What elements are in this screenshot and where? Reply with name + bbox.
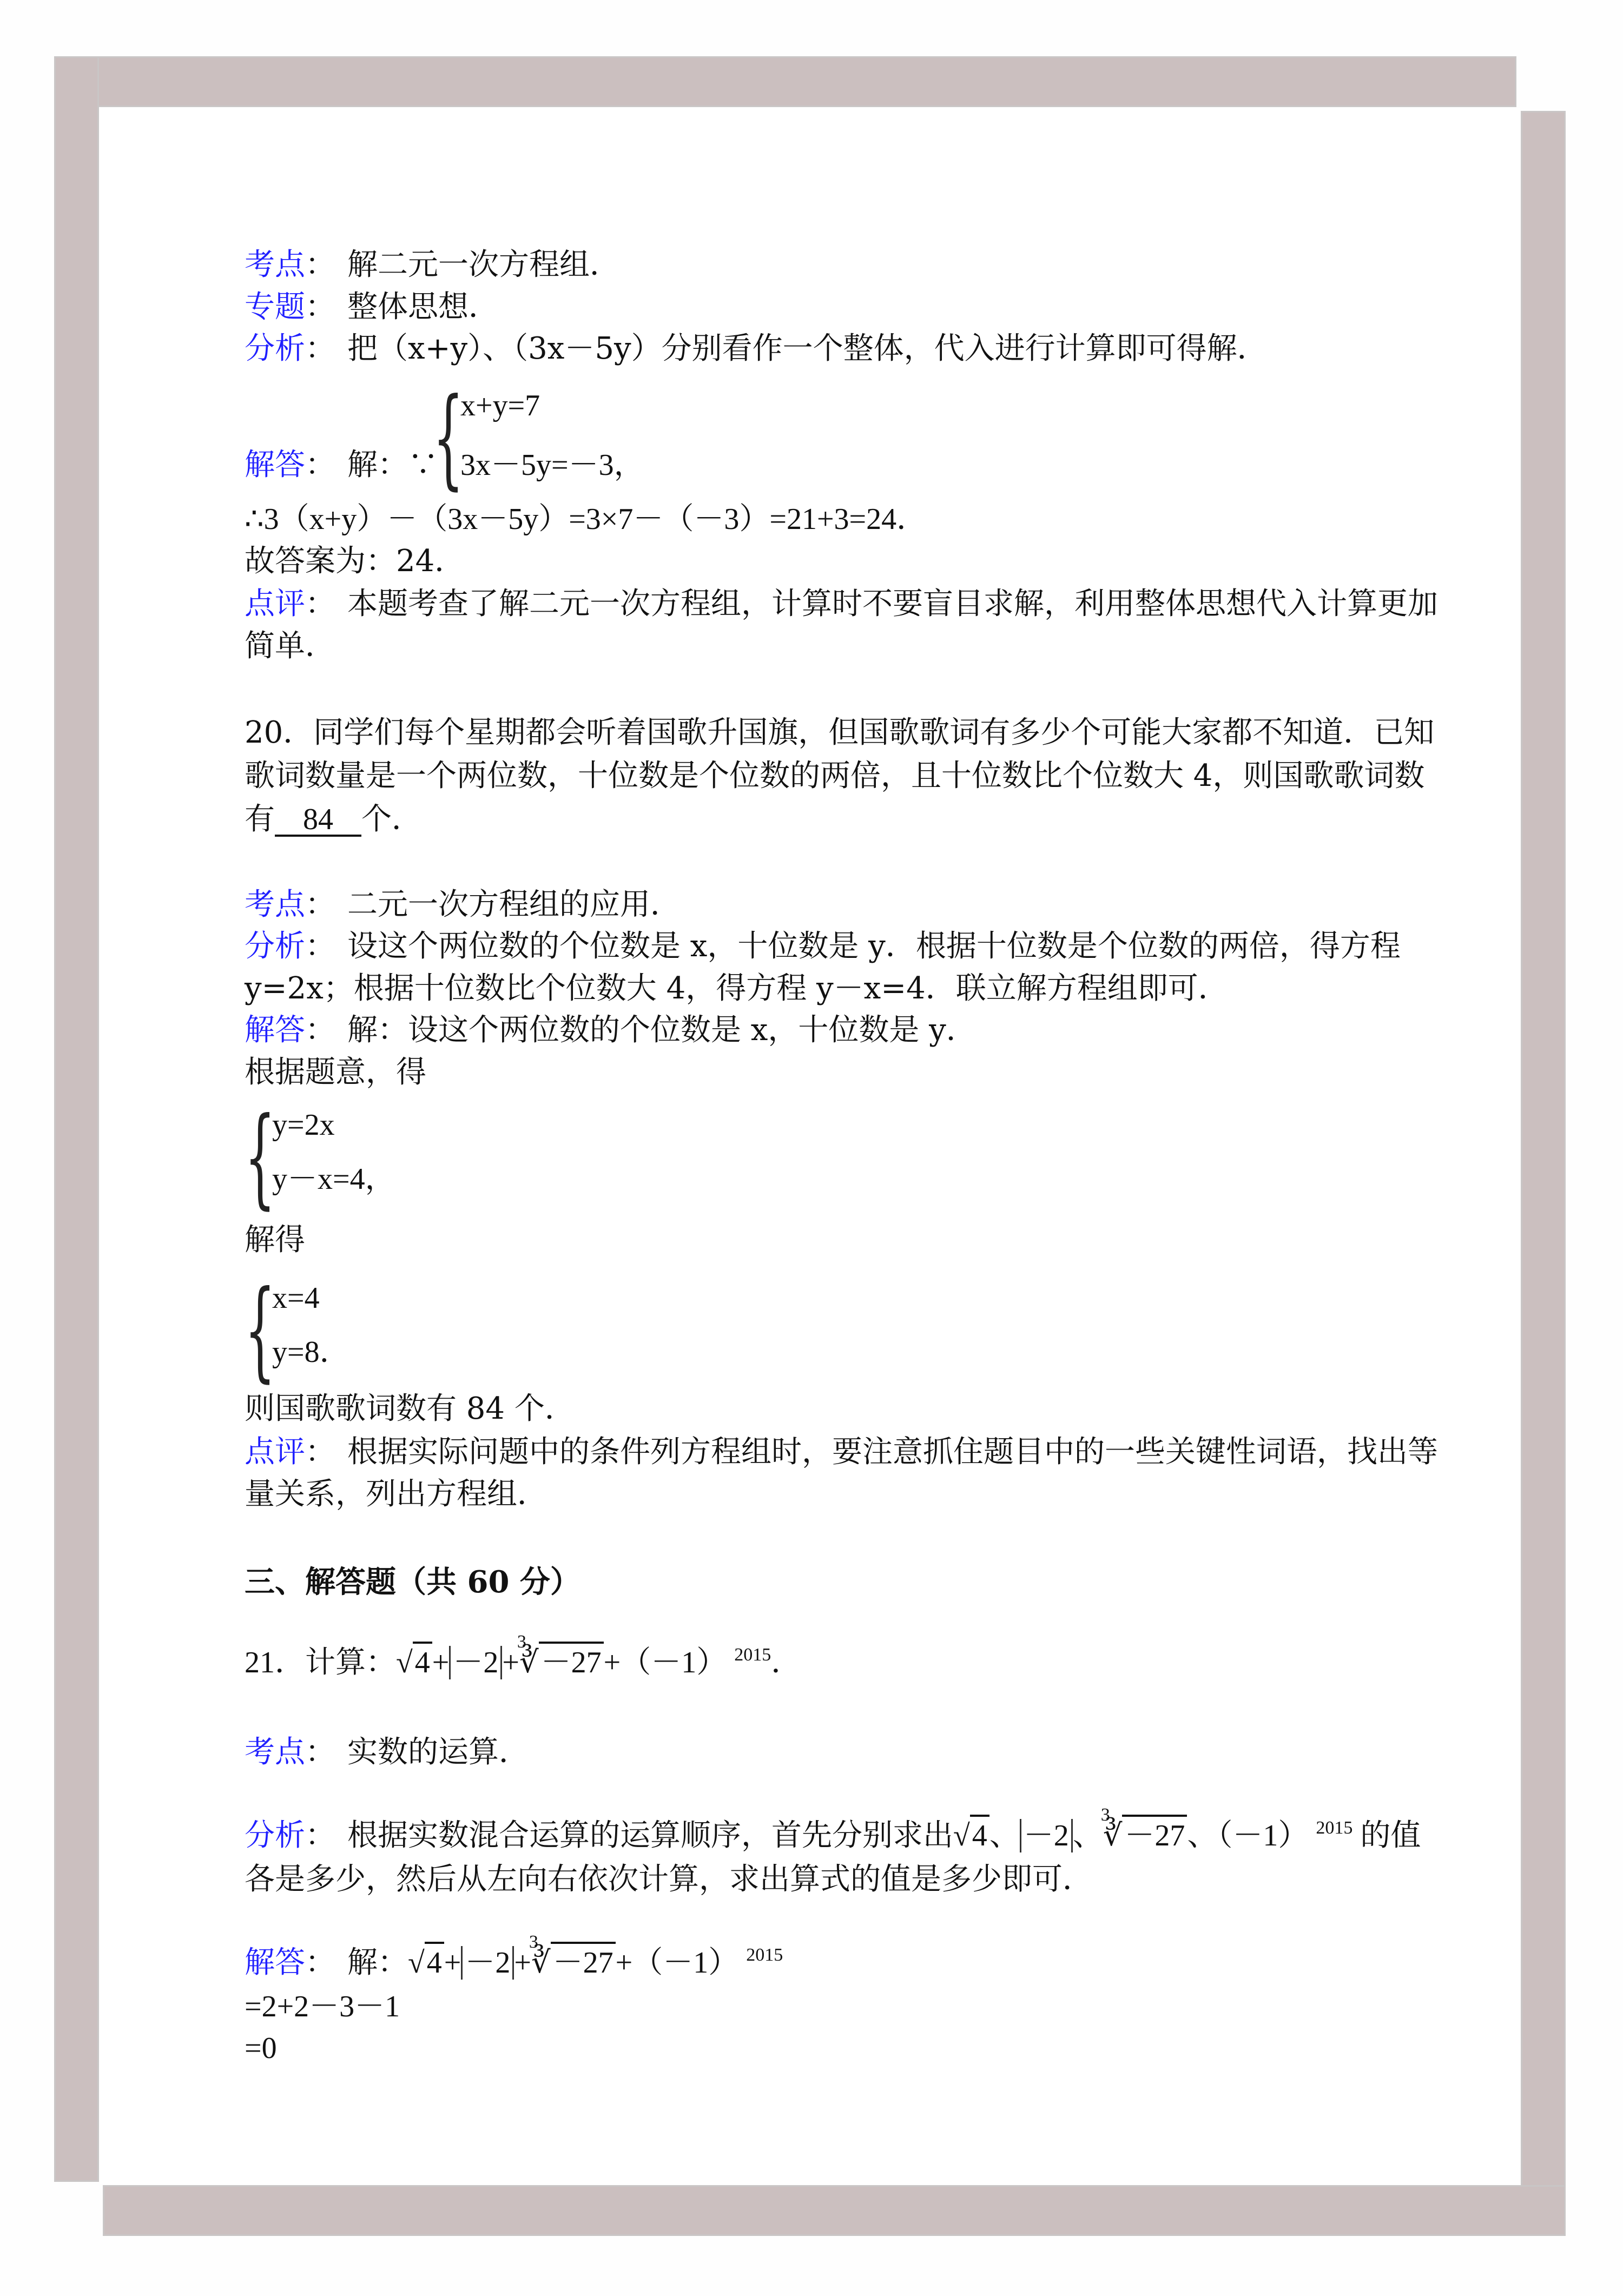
q21-jieda: 解答： 解：√4+ －2 + 3 ∛－27+（－1） $^{2015}$ (245, 1936, 783, 1982)
jieda-label: 解答 (245, 1945, 305, 1980)
dianping-label: 点评 (245, 1434, 305, 1470)
q20-equation-system-2 (245, 1267, 350, 1393)
kaodian-label: 考点 (245, 887, 305, 922)
kaodian-label: 考点 (245, 1735, 305, 1770)
cube-root: 3 ∛－27 (519, 1642, 604, 1682)
equation-2: 3x－5y=－3， (460, 448, 644, 482)
fenxi-label: 分析 (245, 1818, 305, 1853)
solution-y: y=8． (272, 1335, 350, 1369)
fenxi-label: 分析 (245, 929, 305, 964)
frame-right-bar (1521, 111, 1566, 2236)
dianping-text: 本题考查了解二元一次方程组，计算时不要盲目求解，利用整体思想代入计算更加 (347, 586, 1438, 621)
q19-fenxi: 分析： 把（x+y）、（3x－5y）分别看作一个整体，代入进行计算即可得解． (245, 331, 1268, 366)
zhuanti-text: 整体思想． (347, 289, 499, 325)
q20-solve-label: 解得 (245, 1222, 305, 1258)
q20-fenxi: 分析： 设这个两位数的个位数是 x，十位数是 y．根据十位数是个位数的两倍，得方程 (245, 929, 1401, 964)
q20-stem-line1: 20．同学们每个星期都会听着国歌升国旗，但国歌歌词有多少个可能大家都不知道．已知 (245, 715, 1435, 750)
q21-fenxi-cont: 各是多少，然后从左向右依次计算，求出算式的值是多少即可． (245, 1862, 1093, 1897)
answer-blank: 84 (275, 804, 361, 837)
jieda-prefix: 解：∵ (347, 447, 438, 482)
frame-top-bar (54, 56, 1516, 107)
absolute-value: －2 (449, 1646, 502, 1679)
q19-equation-system (433, 375, 644, 501)
q21-kaodian: 考点： 实数的运算． (245, 1735, 529, 1770)
q19-dianping: 点评： 本题考查了解二元一次方程组，计算时不要盲目求解，利用整体思想代入计算更加 (245, 586, 1438, 621)
dianping-label: 点评 (245, 586, 305, 621)
jieda-label: 解答 (245, 1013, 305, 1048)
equation-1: y=2x (272, 1108, 335, 1142)
q20-conclusion: 则国歌歌词数有 84 个． (245, 1391, 575, 1426)
q20-equation-system-1 (245, 1094, 395, 1220)
q20-stem-line2: 歌词数量是一个两位数，十位数是个位数的两倍，且十位数比个位数大 4，则国歌歌词数 (245, 758, 1425, 793)
q21-step-1: =2+2－3－1 (245, 1990, 400, 2023)
q19-dianping-cont: 简单． (245, 628, 335, 664)
q20-fenxi-cont: y=2x；根据十位数比个位数大 4，得方程 y－x=4．联立解方程组即可． (245, 971, 1229, 1006)
q19-therefore-line: ∴3（x+y）－（3x－5y）=3×7－（－3）=21+3=24． (245, 502, 927, 536)
q19-zhuanti: 专题： 整体思想． (245, 289, 499, 325)
fenxi-text: 把（x+y）、（3x－5y）分别看作一个整体，代入进行计算即可得解． (347, 331, 1268, 366)
equation-1: x+y=7 (460, 389, 540, 422)
q21-step-2: =0 (245, 2032, 277, 2065)
frame-left-bar (54, 56, 99, 2182)
q20-stem-line3: 有 84 个． (245, 802, 422, 837)
q19-jieda: 解答： 解：∵ (245, 447, 438, 482)
q20-dianping-cont: 量关系，列出方程组． (245, 1477, 547, 1512)
square-root: √4 (396, 1642, 432, 1682)
q20-kaodian: 考点： 二元一次方程组的应用． (245, 887, 681, 922)
solution-x: x=4 (272, 1281, 320, 1315)
fenxi-label: 分析 (245, 331, 305, 366)
jieda-label: 解答 (245, 447, 305, 482)
zhuanti-label: 专题 (245, 289, 305, 325)
q20-dianping: 点评： 根据实际问题中的条件列方程组时，要注意抓住题目中的一些关键性词语，找出等 (245, 1434, 1438, 1470)
q20-according: 根据题意，得 (245, 1055, 426, 1090)
left-brace-icon: { (245, 1094, 276, 1220)
q21-stem: 21．计算：√4+ －2 + 3 ∛－27+（－1） $^{2015}$． (245, 1636, 801, 1682)
q21-fenxi: 分析： 根据实数混合运算的运算顺序，首先分别求出√4、 －2 、 3 ∛－27、（－1） $^{2015}$ 的值 (245, 1809, 1421, 1855)
kaodian-label: 考点 (245, 247, 305, 282)
section-heading: 三、解答题（共 60 分） (245, 1564, 580, 1600)
left-brace-icon: { (245, 1267, 276, 1393)
left-brace-icon: { (433, 375, 464, 501)
q19-answer-line: 故答案为：24． (245, 544, 465, 579)
q20-jieda: 解答： 解：设这个两位数的个位数是 x，十位数是 y． (245, 1013, 977, 1048)
kaodian-text: 解二元一次方程组． (347, 247, 620, 282)
q19-kaodian: 考点： 解二元一次方程组． (245, 247, 620, 282)
equation-2: y－x=4， (272, 1162, 395, 1196)
frame-bottom-bar (103, 2185, 1566, 2236)
